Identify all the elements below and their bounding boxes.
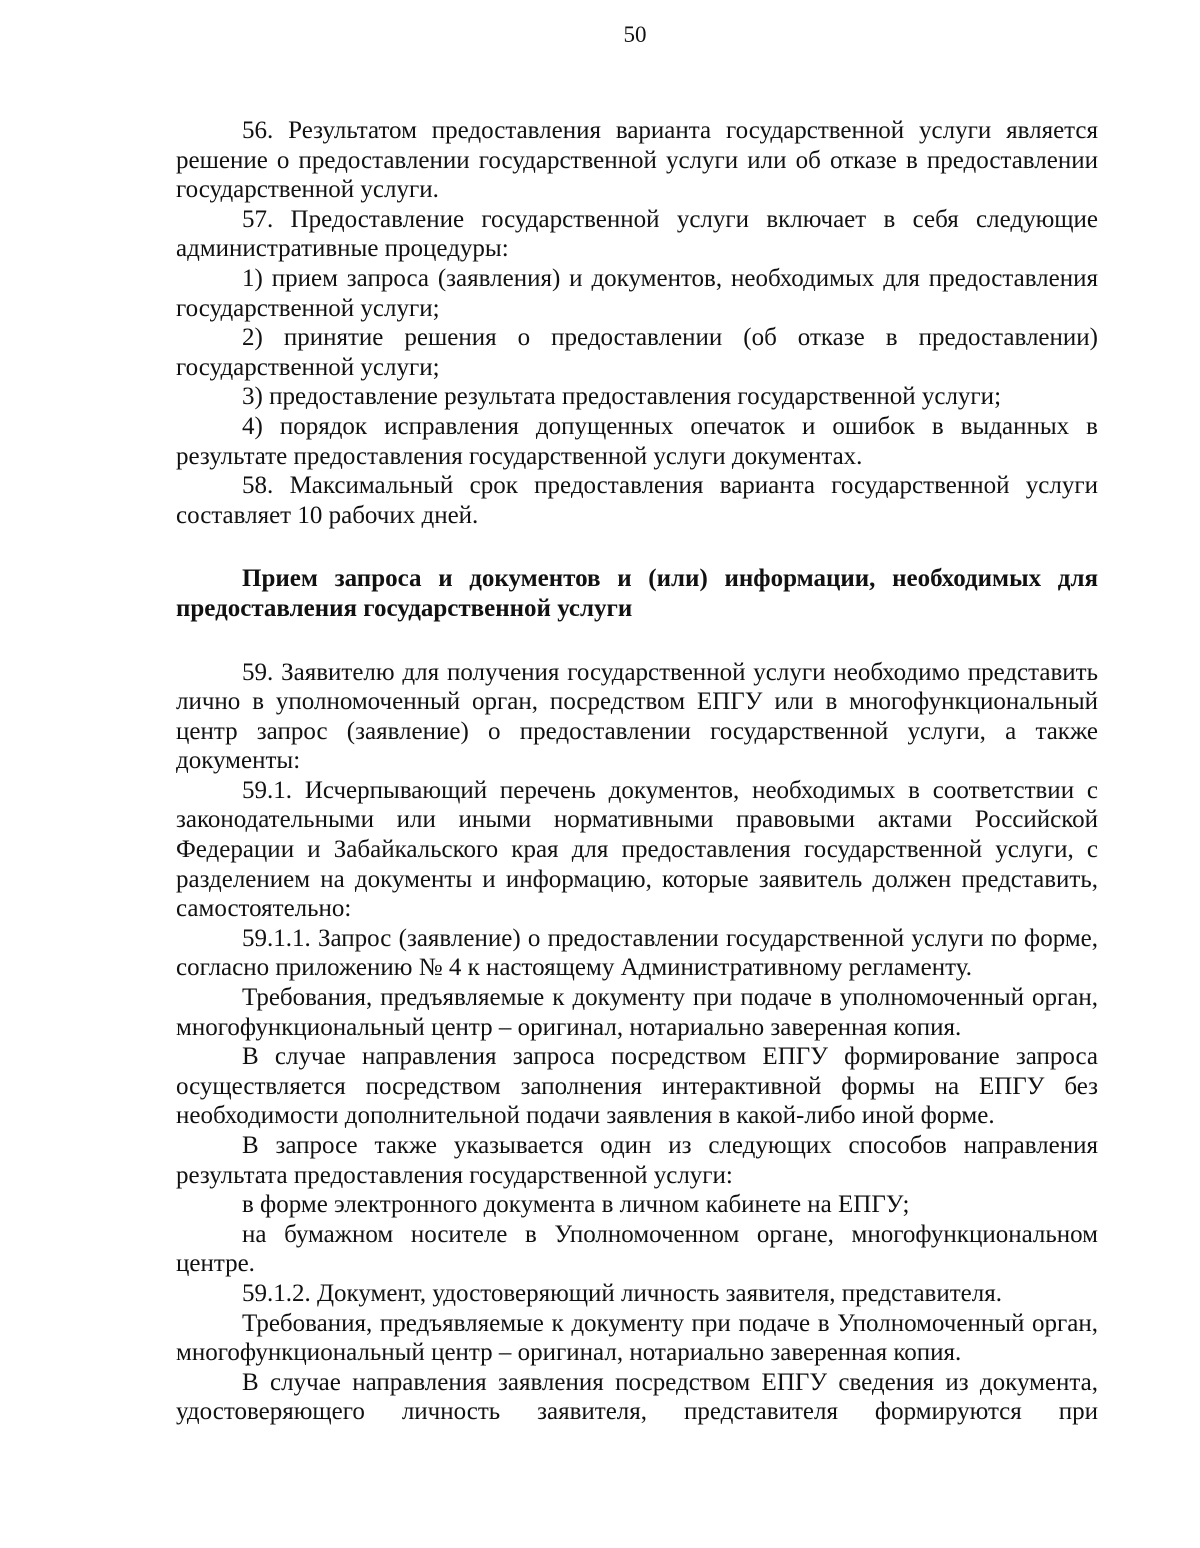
section-heading: Прием запроса и документов и (или) информации, необходимых для предоставления государственной услуги xyxy=(176,565,1098,622)
method-paper: на бумажном носителе в Уполномоченном органе, многофункциональном центре. xyxy=(176,1220,1098,1278)
epgu-identity-paragraph: В случае направления заявления посредством ЕПГУ сведения из документа, удостоверяющего личность заявителя, представителя формируются при xyxy=(176,1368,1098,1426)
result-methods-paragraph: В запросе также указывается один из следующих способов направления результата предоставления государственной услуги: xyxy=(176,1132,1098,1189)
requirements-paragraph-2: Требования, предъявляемые к документу при подаче в Уполномоченный орган, многофункциональный центр – оригинал, нотариально заверенная копия. xyxy=(176,1309,1098,1367)
list-item-3: 3) предоставление результата предоставления государственной услуги; xyxy=(242,383,1002,411)
paragraph-57: 57. Предоставление государственной услуги включает в себя следующие административные процедуры: xyxy=(176,205,1098,263)
paragraph-59-1-1: 59.1.1. Запрос (заявление) о предоставлении государственной услуги по форме, согласно приложению № 4 к настоящему Административному регламенту. xyxy=(176,924,1098,982)
paragraph-56: 56. Результатом предоставления варианта государственной услуги является решение о предоставлении государственной услуги или об отказе в предоставлении государственной услуги. xyxy=(176,117,1098,204)
list-item-1: 1) прием запроса (заявления) и документов, необходимых для предоставления государственной услуги; xyxy=(176,264,1098,322)
list-item-2: 2) принятие решения о предоставлении (об отказе в предоставлении) государственной услуги; xyxy=(176,324,1098,381)
paragraph-59: 59. Заявителю для получения государственной услуги необходимо представить лично в уполномоченный орган, посредством ЕПГУ или в многофункциональный центр запрос (заявление) о предоставлении государственной услуги, а также документы: xyxy=(176,658,1098,775)
paragraph-59-1-2: 59.1.2. Документ, удостоверяющий личность заявителя, представителя. xyxy=(242,1279,1002,1307)
list-item-4: 4) порядок исправления допущенных опечаток и ошибок в выданных в результате предоставления государственной услуги документах. xyxy=(176,412,1098,470)
document-body xyxy=(176,116,1098,1427)
requirements-paragraph-1: Требования, предъявляемые к документу при подаче в уполномоченный орган, многофункциональный центр – оригинал, нотариально заверенная копия. xyxy=(176,984,1098,1041)
paragraph-59-1: 59.1. Исчерпывающий перечень документов, необходимых в соответствии с законодательными или иными нормативными правовыми актами Российской Федерации и Забайкальского края для предоставления государственной услуги, с разделением на документы и информацию, которые заявитель должен представить, самостоятельно: xyxy=(176,776,1098,923)
epgu-request-paragraph: В случае направления запроса посредством ЕПГУ формирование запроса осуществляется посредством заполнения интерактивной формы на ЕПГУ без необходимости дополнительной подачи заявления в какой-либо иной форме. xyxy=(176,1043,1098,1130)
method-electronic: в форме электронного документа в личном кабинете на ЕПГУ; xyxy=(242,1191,910,1219)
page-number: 50 xyxy=(623,22,647,47)
paragraph-58: 58. Максимальный срок предоставления варианта государственной услуги составляет 10 рабочих дней. xyxy=(176,472,1098,529)
